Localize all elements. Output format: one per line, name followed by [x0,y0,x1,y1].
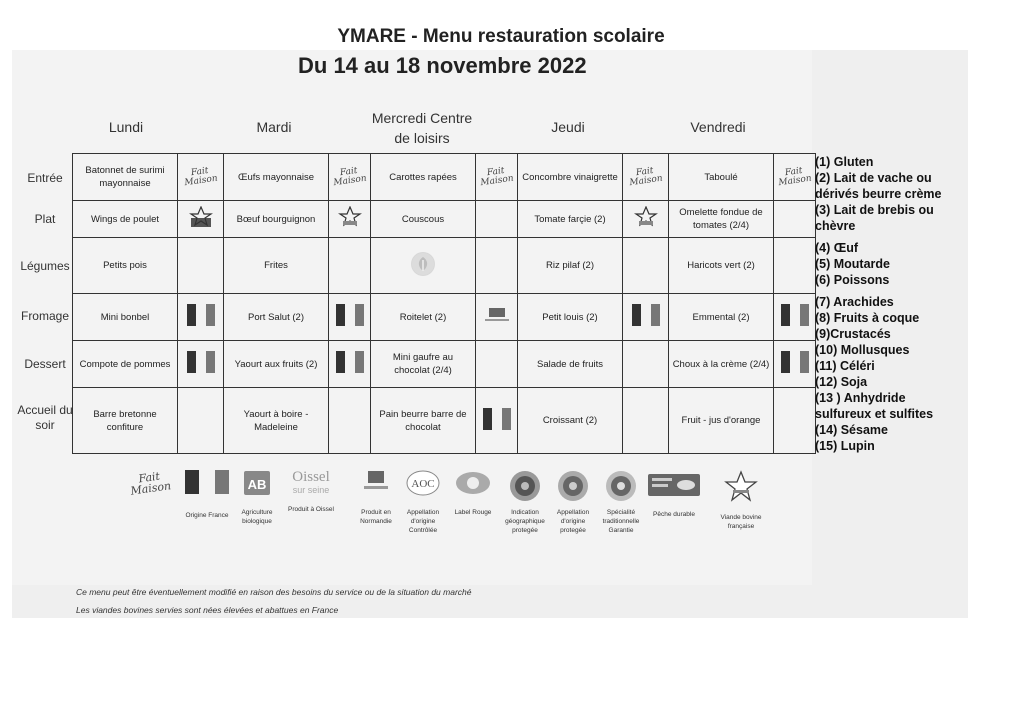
menu-cell-text: Carottes rapées [371,154,476,201]
row-label-dessert: Dessert [24,357,66,371]
day-header-lundi: Lundi [108,119,144,135]
menu-cell-text: Yaourt à boire - Madeleine [224,388,329,454]
agriculture-biologique-icon [243,470,271,496]
origine-france-icon [336,304,364,326]
menu-cell-text: Emmental (2) [669,294,774,341]
origine-france-icon [781,351,809,373]
produit-normandie-icon [362,470,390,492]
viande-bovine-francaise-icon [634,206,658,228]
svg-text:AOC: AOC [411,478,435,490]
menu-cell-icon [329,154,371,201]
igp-icon [509,470,541,502]
menu-cell-icon [623,341,669,388]
menu-cell-icon [774,388,816,454]
legend-fait-maison [126,469,174,498]
menu-cell-text: Roitelet (2) [371,294,476,341]
origine-france-icon [632,304,660,326]
day-header-mardi: Mardi [256,119,292,135]
menu-cell-text: Omelette fondue de tomates (2/4) [669,201,774,238]
allergen-item: (2) Lait de vache ou [815,171,932,185]
aop-icon [557,470,589,502]
allergen-item: (6) Poissons [815,273,890,287]
menu-cell-text: Mini gaufre au chocolat (2/4) [371,341,476,388]
menu-row-fromage [73,294,816,341]
menu-cell-text: Wings de poulet [73,201,178,238]
menu-cell-icon [623,238,669,294]
legend-stg: Spécialité traditionnelle Garantie [596,470,646,535]
menu-cell-text: Couscous [371,201,476,238]
menu-cell-text: Barre bretonne confiture [73,388,178,454]
menu-cell-icon [178,154,224,201]
menu-cell-text: Œufs mayonnaise [224,154,329,201]
origine-france-icon [187,351,215,373]
fait-maison-icon: Fait Maison [628,165,664,188]
menu-cell-text: Compote de pommes [73,341,178,388]
row-label-plat: Plat [34,212,56,226]
page-subtitle: Du 14 au 18 novembre 2022 [298,53,587,78]
menu-cell-text: Petits pois [73,238,178,294]
allergen-item: (13 ) Anhydride [815,391,906,405]
page-title: YMARE - Menu restauration scolaire [337,26,665,47]
menu-cell-icon [623,201,669,238]
allergen-item: (1) Gluten [815,155,874,169]
menu-cell-text: Taboulé [669,154,774,201]
origine-france-icon [336,351,364,373]
day-header-vendredi: Vendredi [690,119,746,135]
allergen-item: sulfureux et sulfites [815,407,934,421]
menu-row-legumes [73,238,816,294]
origine-france-icon [781,304,809,326]
legend-igp: Indication géographique protegée [500,470,550,535]
menu-cell-icon [623,294,669,341]
fait-maison-icon: Fait Maison [129,469,172,498]
menu-row-plat [73,201,816,238]
menu-cell-icon [774,341,816,388]
day-header-mercredi: Mercredi Centre de loisirs [371,110,473,146]
allergen-item: (14) Sésame [815,423,888,437]
origine-france-icon [185,470,229,494]
menu-cell-icon [476,238,518,294]
allergen-item: (11) Céléri [815,359,875,373]
allergen-item: dérivés beurre crème [815,187,942,201]
menu-cell-text: Yaourt aux fruits (2) [224,341,329,388]
menu-cell-text: Haricots vert (2) [669,238,774,294]
menu-cell-icon [774,238,816,294]
menu-cell-icon [178,238,224,294]
menu-cell-text: Choux à la crème (2/4) [669,341,774,388]
allergen-item: (12) Soja [815,375,868,389]
legend-oissel: Oissel sur seine Produit à Oissel [280,470,342,514]
menu-cell-text: Batonnet de surimi mayonnaise [73,154,178,201]
fait-maison-icon: Fait Maison [332,165,368,188]
allergen-item: (9)Crustacés [815,327,891,341]
menu-row-dessert [73,341,816,388]
allergen-item: (4) Œuf [815,241,859,255]
fait-maison-icon: Fait Maison [479,165,515,188]
menu-cell-text: Pain beurre barre de chocolat [371,388,476,454]
allergen-item: chèvre [815,219,856,233]
menu-cell-icon [476,388,518,454]
allergen-item: (3) Lait de brebis ou [815,203,934,217]
agriculture-biologique-icon [411,252,435,276]
oissel-icon: Oissel [292,469,330,485]
fait-maison-icon: Fait Maison [777,165,813,188]
row-label-fromage: Fromage [20,309,70,323]
menu-cell-icon [774,201,816,238]
menu-cell-icon [178,388,224,454]
menu-cell-icon [476,154,518,201]
menu-cell-text: Petit louis (2) [518,294,623,341]
menu-cell-icon [178,201,224,238]
footnote-viandes-bovines: Les viandes bovines servies sont nées élevées et abattues en France [76,605,339,615]
menu-cell-text: Frites [224,238,329,294]
legend-peche-durable: Pêche durable [644,474,704,519]
row-label-legumes: Légumes [20,259,70,273]
menu-cell-icon [774,154,816,201]
legend-aoc: AOC Appellation d'origine Contrôlée [400,470,446,535]
menu-cell-icon [329,388,371,454]
menu-cell-icon [178,294,224,341]
legend-aop: Appellation d'origine protegée [548,470,598,535]
menu-cell-icon [476,201,518,238]
menu-cell-icon [178,341,224,388]
menu-cell-text [371,238,476,294]
produit-normandie-icon [483,307,511,323]
menu-cell-text: Bœuf bourguignon [224,201,329,238]
menu-row-entree [73,154,816,201]
fait-maison-icon: Fait Maison [183,165,219,188]
menu-cell-text: Salade de fruits [518,341,623,388]
menu-cell-text: Port Salut (2) [224,294,329,341]
menu-cell-text: Riz pilaf (2) [518,238,623,294]
allergen-item: (5) Moutarde [815,257,890,271]
allergen-list [815,154,941,454]
aoc-icon [406,470,440,496]
menu-cell-icon [623,388,669,454]
row-label-entree: Entrée [27,171,63,185]
menu-table [72,153,816,454]
allergen-item: (8) Fruits à coque [815,311,920,325]
menu-cell-icon [623,154,669,201]
menu-cell-icon [329,238,371,294]
menu-cell-text: Concombre vinaigrette [518,154,623,201]
menu-cell-icon [476,294,518,341]
footnote-menu-modification: Ce menu peut être éventuellement modifié en raison des besoins du service ou de la situation du marché [76,587,472,597]
day-header-jeudi: Jeudi [551,119,585,135]
origine-france-icon [483,408,511,430]
legend-agriculture-biologique: AB Agriculture biologique [234,470,280,526]
menu-cell-text: Croissant (2) [518,388,623,454]
svg-text:AB: AB [247,477,267,492]
legend-origine-france: Origine France [176,470,238,520]
legend-viande-bovine: Viande bovine française [716,470,766,531]
menu-cell-icon [476,341,518,388]
origine-france-icon [187,304,215,326]
viande-bovine-francaise-icon [338,206,362,228]
allergen-item: (7) Arachides [815,295,894,309]
menu-cell-text: Tomate farçie (2) [518,201,623,238]
allergen-item: (10) Mollusques [815,343,910,357]
allergen-item: (15) Lupin [815,439,875,453]
label-rouge-icon [454,470,492,496]
menu-cell-text: Mini bonbel [73,294,178,341]
menu-cell-icon [329,341,371,388]
viande-bovine-francaise-icon [723,470,759,504]
volaille-francaise-icon [189,206,213,228]
legend-normandie: Produit en Normandie [354,470,398,526]
menu-cell-icon [329,294,371,341]
legend-label-rouge: Label Rouge [448,470,498,517]
stg-icon [605,470,637,502]
menu-cell-text: Fruit - jus d'orange [669,388,774,454]
menu-cell-icon [329,201,371,238]
menu-row-accueil-du-soir [73,388,816,454]
row-label-accueil-du-soir: Accueil du soir [17,403,73,432]
menu-cell-icon [774,294,816,341]
peche-durable-icon [648,474,700,496]
